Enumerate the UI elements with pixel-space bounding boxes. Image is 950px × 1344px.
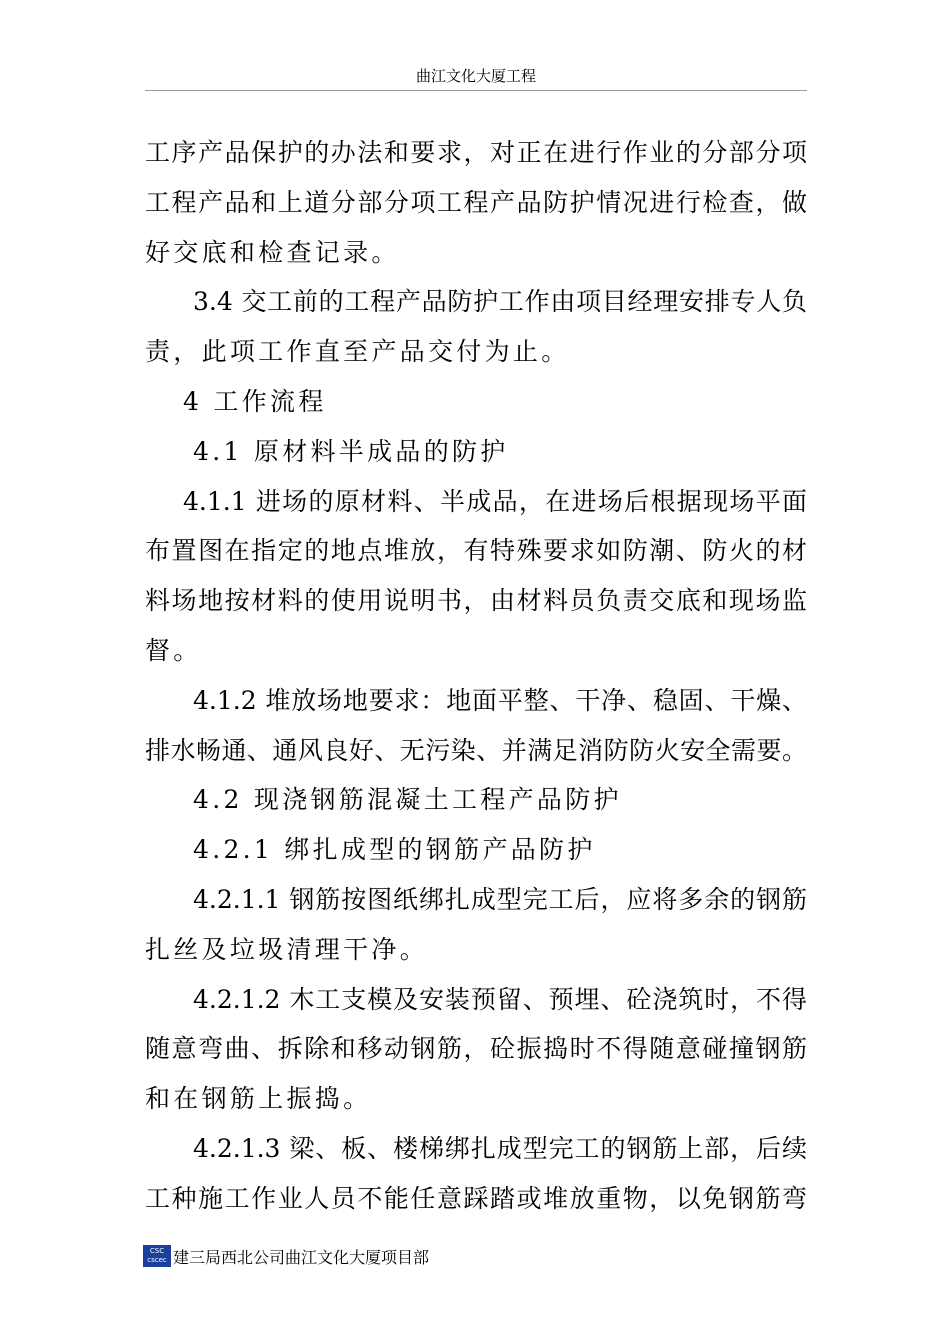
section-heading: 4.1 原材料半成品的防护 (193, 436, 509, 466)
paragraph-line: 责，此项工作直至产品交付为止。 (145, 337, 570, 367)
paragraph-line: 工种施工作业人员不能任意踩踏或堆放重物，以免钢筋弯 (145, 1183, 807, 1213)
paragraph-line: 料场地按材料的使用说明书，由材料员负责交底和现场监 (145, 586, 807, 616)
logo-top-text: CSC (149, 1247, 165, 1255)
paragraph-line: 4.1.2 堆放场地要求：地面平整、干净、稳固、干燥、 (193, 685, 807, 715)
paragraph-line: 督。 (145, 635, 202, 665)
paragraph-line: 工序产品保护的办法和要求，对正在进行作业的分部分项 (145, 138, 807, 167)
paragraph-line: 布置图在指定的地点堆放，有特殊要求如防潮、防火的材 (145, 536, 807, 566)
paragraph-line: 工程产品和上道分部分项工程产品防护情况进行检查，做 (145, 187, 807, 217)
paragraph-line: 排水畅通、通风良好、无污染、并满足消防防火安全需要。 (145, 735, 807, 765)
paragraph-line: 3.4 交工前的工程产品防护工作由项目经理安排专人负 (193, 287, 807, 317)
company-logo (143, 1245, 171, 1267)
document-body (145, 128, 807, 1224)
section-heading: 4 工作流程 (183, 386, 327, 416)
paragraph-line: 4.1.1 进场的原材料、半成品，在进场后根据现场平面 (183, 486, 807, 516)
paragraph-line: 4.2.1.1 钢筋按图纸绑扎成型完工后，应将多余的钢筋 (193, 884, 807, 914)
paragraph-line: 扎丝及垃圾清理干净。 (145, 934, 429, 964)
header-title: 曲江文化大厦工程 (415, 67, 536, 85)
section-heading: 4.2.1 绑扎成型的钢筋产品防护 (193, 835, 596, 865)
paragraph-line: 4.2.1.3 梁、板、楼梯绑扎成型完工的钢筋上部，后续 (193, 1133, 807, 1163)
paragraph-line: 4.2.1.2 木工支模及安装预留、预埋、砼浇筑时，不得 (193, 984, 807, 1014)
page-header (145, 62, 807, 91)
section-heading: 4.2 现浇钢筋混凝土工程产品防护 (193, 785, 622, 815)
paragraph-line: 和在钢筋上振捣。 (145, 1084, 372, 1114)
logo-bottom-text: cscec (147, 1256, 167, 1264)
paragraph-line: 好交底和检查记录。 (145, 237, 400, 267)
footer-text: 建三局西北公司曲江文化大厦项目部 (173, 1247, 430, 1267)
paragraph-line: 随意弯曲、拆除和移动钢筋，砼振捣时不得随意碰撞钢筋 (145, 1034, 807, 1064)
page-footer (143, 1244, 429, 1268)
